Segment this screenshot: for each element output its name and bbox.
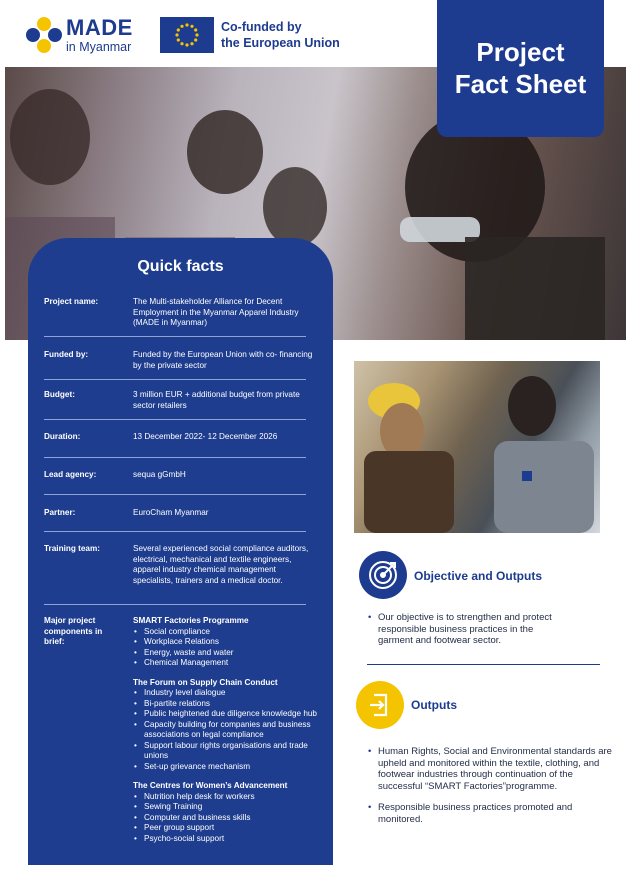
logo-title: MADE [66, 14, 133, 40]
objective-text [366, 612, 566, 657]
list-item: • Support labour rights organisations and trade unions [133, 741, 318, 762]
fact-label: Major project components in brief: [44, 616, 103, 646]
list-item: • Chemical Management [133, 658, 318, 669]
eu-flag-icon [160, 17, 214, 53]
divider [44, 379, 306, 380]
list-item: • Human Rights, Social and Environmental standards are upheld and monitored within the textile, clothing, and footwear industries through continuation of the successful “SMART Factories”programme. [366, 746, 616, 792]
list-item: • Our objective is to strengthen and protect responsible business practices in the garment and footwear sector. [366, 612, 566, 647]
list-item: • Responsible business practices promoted and monitored. [366, 802, 616, 825]
component-title: The Forum on Supply Chain Conduct [133, 677, 278, 687]
outputs-list [366, 746, 616, 835]
component-title: The Centres for Women’s Advancement [133, 781, 288, 790]
photo-inspection-worker [354, 361, 600, 533]
target-icon [359, 551, 407, 599]
fact-value: The Multi-stakeholder Alliance for Decent Employment in the Myanmar Apparel Industry (MADE in Myanmar) [133, 297, 299, 327]
divider [367, 664, 600, 665]
quick-facts-panel [28, 238, 333, 865]
list-item: • Bi-partite relations [133, 699, 318, 710]
divider [44, 457, 306, 458]
list-item: • Public heightened due diligence knowledge hub [133, 709, 318, 720]
fact-label: Funded by: [44, 350, 89, 359]
badge-line-2: Fact Sheet [454, 69, 587, 99]
list-item: • Nutrition help desk for workers [133, 792, 318, 803]
list-item: • Energy, waste and water [133, 648, 318, 659]
list-item: • Workplace Relations [133, 637, 318, 648]
badge-line-1: Project [476, 37, 565, 67]
eu-line-2: the European Union [221, 36, 340, 50]
project-fact-sheet-badge [437, 0, 604, 137]
divider [44, 494, 306, 495]
list-item: • Industry level dialogue [133, 688, 318, 699]
fact-label: Budget: [44, 390, 75, 399]
divider [44, 604, 306, 605]
outputs-title: Outputs [411, 698, 457, 712]
eu-cofunded-text [221, 19, 340, 51]
components-list [133, 616, 318, 844]
list-item: • Set-up grievance mechanism [133, 762, 318, 773]
fact-value: 3 million EUR + additional budget from private sector retailers [133, 390, 300, 410]
logo-subtitle: in Myanmar [66, 39, 132, 54]
list-item: • Capacity building for companies and business associations on legal compliance [133, 720, 318, 741]
list-item: • Social compliance [133, 627, 318, 638]
fact-value: 13 December 2022- 12 December 2026 [133, 432, 278, 441]
list-item: • Computer and business skills [133, 813, 318, 824]
divider [44, 336, 306, 337]
fact-value: EuroCham Myanmar [133, 508, 209, 517]
made-logo-mark-icon [26, 17, 62, 53]
made-in-myanmar-logo [26, 16, 151, 54]
quick-facts-title: Quick facts [137, 258, 224, 275]
list-item: • Psycho-social support [133, 834, 318, 845]
component-title: SMART Factories Programme [133, 616, 249, 625]
fact-value: sequa gGmbH [133, 470, 186, 479]
divider [44, 531, 306, 532]
fact-label: Partner: [44, 508, 76, 517]
fact-value: Several experienced social compliance auditors, electrical, mechanical and textile engineers, apparel industry chemical management specialists, trainers and a medical doctor. [133, 544, 309, 585]
exit-arrow-icon [356, 681, 404, 729]
list-item: • Sewing Training [133, 802, 318, 813]
objective-title: Objective and Outputs [414, 569, 543, 583]
fact-label: Lead agency: [44, 470, 97, 479]
fact-label: Training team: [44, 544, 100, 553]
fact-label: Duration: [44, 432, 81, 441]
divider [44, 419, 306, 420]
fact-label: Project name: [44, 297, 99, 306]
list-item: • Peer group support [133, 823, 318, 834]
eu-line-1: Co-funded by [221, 20, 302, 34]
fact-value: Funded by the European Union with co- financing by the private sector [133, 350, 313, 370]
